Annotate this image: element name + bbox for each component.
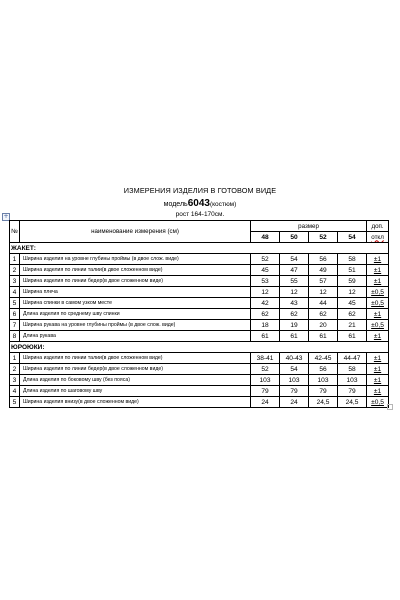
- measurement-name: Длина изделия по боковому шву (без пояса): [20, 375, 251, 386]
- measurement-value: 59: [338, 276, 367, 287]
- table-row: [10, 397, 389, 408]
- section-row: [10, 342, 389, 353]
- measurement-value: 21: [338, 320, 367, 331]
- measurement-value: 54: [280, 254, 309, 265]
- table-row: [10, 298, 389, 309]
- measurement-value: 19: [280, 320, 309, 331]
- table-row: [10, 331, 389, 342]
- table-row: [10, 364, 389, 375]
- model-number: 6043: [187, 198, 210, 209]
- measurement-value: 12: [280, 287, 309, 298]
- tolerance-value: ±1: [367, 265, 389, 276]
- measurement-value: 58: [338, 364, 367, 375]
- height-range: рост 164-170см.: [175, 211, 225, 218]
- header-row-top: [10, 221, 389, 232]
- measurement-value: 103: [280, 375, 309, 386]
- measurement-value: 79: [251, 386, 280, 397]
- tolerance-value: ±1: [367, 331, 389, 342]
- table-move-handle-icon[interactable]: +: [3, 213, 9, 220]
- measurement-name: Длина изделия по среднему шву спинки: [20, 309, 251, 320]
- tolerance-value: ±0,5: [367, 397, 389, 408]
- measurement-value: 79: [280, 386, 309, 397]
- table-resize-handle[interactable]: [387, 404, 393, 410]
- measurement-value: 24,5: [338, 397, 367, 408]
- table-row: [10, 353, 389, 364]
- measurement-name: Ширина изделия на уровне глубины проймы (в двое слож. виде): [20, 254, 251, 265]
- measurement-value: 12: [338, 287, 367, 298]
- measurement-name: Ширина плеча: [20, 287, 251, 298]
- measurement-value: 42: [251, 298, 280, 309]
- measurement-value: 79: [338, 386, 367, 397]
- table-row: [10, 276, 389, 287]
- measurement-value: 47: [280, 265, 309, 276]
- measurement-value: 44-47: [338, 353, 367, 364]
- table-row: [10, 265, 389, 276]
- measurement-value: 12: [309, 287, 338, 298]
- measurement-value: 56: [309, 254, 338, 265]
- measurement-name: Длина изделия по шаговому шву: [20, 386, 251, 397]
- tolerance-value: ±1: [367, 254, 389, 265]
- row-number: 4: [10, 386, 20, 397]
- section-title: ЖАКЕТ:: [10, 243, 389, 254]
- col-dev-header: доп.: [367, 221, 389, 232]
- row-number: 5: [10, 397, 20, 408]
- tolerance-value: ±0,5: [367, 298, 389, 309]
- measurement-value: 56: [309, 364, 338, 375]
- col-size-header: размер: [251, 221, 367, 232]
- measurement-name: Ширина рукава на уровне глубины проймы (в двое слож. виде): [20, 320, 251, 331]
- tolerance-value: ±0,5: [367, 320, 389, 331]
- table-row: [10, 254, 389, 265]
- model-suffix: (костюм): [209, 201, 237, 208]
- tolerance-value: ±1: [367, 364, 389, 375]
- measurement-value: 43: [280, 298, 309, 309]
- col-dev-header-2-text: откл: [371, 233, 384, 241]
- col-name-header: наименование измерения (см): [20, 221, 251, 243]
- tolerance-value: ±0,5: [367, 287, 389, 298]
- col-no-header: №: [10, 221, 20, 243]
- measurement-value: 54: [280, 364, 309, 375]
- measurement-value: 62: [338, 309, 367, 320]
- tolerance-value: ±1: [367, 353, 389, 364]
- table-row: [10, 320, 389, 331]
- measurement-name: Ширина изделия по линии талии(в двое сложенном виде): [20, 265, 251, 276]
- measurement-value: 62: [280, 309, 309, 320]
- measurements-table-body: [10, 221, 389, 408]
- table-row: [10, 287, 389, 298]
- size-header: 52: [309, 232, 338, 243]
- measurement-name: Ширина изделия по линии бедер(в двое сложенном виде): [20, 364, 251, 375]
- measurement-value: 42-45: [309, 353, 338, 364]
- measurement-name: Ширина изделия внизу(в двое сложенном виде): [20, 397, 251, 408]
- table-row: [10, 309, 389, 320]
- measurement-value: 49: [309, 265, 338, 276]
- measurement-name: Ширина изделия по линии талии(в двое сложенном виде): [20, 353, 251, 364]
- measurement-value: 45: [251, 265, 280, 276]
- section-row: [10, 243, 389, 254]
- tolerance-value: ±1: [367, 309, 389, 320]
- row-number: 3: [10, 375, 20, 386]
- measurement-value: 52: [251, 364, 280, 375]
- measurement-value: 61: [309, 331, 338, 342]
- measurement-name: Ширина изделия по линии бедер(в двое сложенном виде): [20, 276, 251, 287]
- table-row: [10, 375, 389, 386]
- document-title: ИЗМЕРЕНИЯ ИЗДЕЛИЯ В ГОТОВОМ ВИДЕ: [123, 186, 277, 195]
- measurement-value: 12: [251, 287, 280, 298]
- row-number: 4: [10, 287, 20, 298]
- measurement-value: 62: [251, 309, 280, 320]
- model-prefix: модель: [163, 201, 188, 208]
- tolerance-value: ±1: [367, 276, 389, 287]
- row-number: 8: [10, 331, 20, 342]
- row-number: 2: [10, 265, 20, 276]
- measurement-value: 55: [280, 276, 309, 287]
- row-number: 6: [10, 309, 20, 320]
- table-row: [10, 386, 389, 397]
- size-header: 54: [338, 232, 367, 243]
- measurement-value: 61: [251, 331, 280, 342]
- measurement-value: 40-43: [280, 353, 309, 364]
- row-number: 1: [10, 254, 20, 265]
- measurement-value: 38-41: [251, 353, 280, 364]
- section-title: ЮРОЮКИ:: [10, 342, 389, 353]
- measurement-value: 62: [309, 309, 338, 320]
- measurement-name: Ширина спинки в самом узком месте: [20, 298, 251, 309]
- row-number: 2: [10, 364, 20, 375]
- measurement-value: 103: [309, 375, 338, 386]
- measurement-value: 61: [338, 331, 367, 342]
- measurement-value: 103: [251, 375, 280, 386]
- measurement-value: 57: [309, 276, 338, 287]
- row-number: 3: [10, 276, 20, 287]
- measurement-value: 103: [338, 375, 367, 386]
- measurement-value: 45: [338, 298, 367, 309]
- size-header: 50: [280, 232, 309, 243]
- size-header: 48: [251, 232, 280, 243]
- measurement-value: 18: [251, 320, 280, 331]
- tolerance-value: ±1: [367, 375, 389, 386]
- measurement-value: 51: [338, 265, 367, 276]
- measurement-value: 24: [280, 397, 309, 408]
- measurement-value: 79: [309, 386, 338, 397]
- row-number: 1: [10, 353, 20, 364]
- measurement-value: 52: [251, 254, 280, 265]
- measurements-table: [9, 220, 389, 408]
- measurement-value: 53: [251, 276, 280, 287]
- tolerance-value: ±1: [367, 386, 389, 397]
- measurement-value: 24: [251, 397, 280, 408]
- row-number: 7: [10, 320, 20, 331]
- measurement-value: 58: [338, 254, 367, 265]
- measurement-value: 44: [309, 298, 338, 309]
- measurement-value: 61: [280, 331, 309, 342]
- measurement-value: 24,5: [309, 397, 338, 408]
- model-line: [0, 198, 400, 209]
- col-dev-header-2: [367, 232, 389, 243]
- measurement-value: 20: [309, 320, 338, 331]
- row-number: 5: [10, 298, 20, 309]
- measurement-name: Длина рукава: [20, 331, 251, 342]
